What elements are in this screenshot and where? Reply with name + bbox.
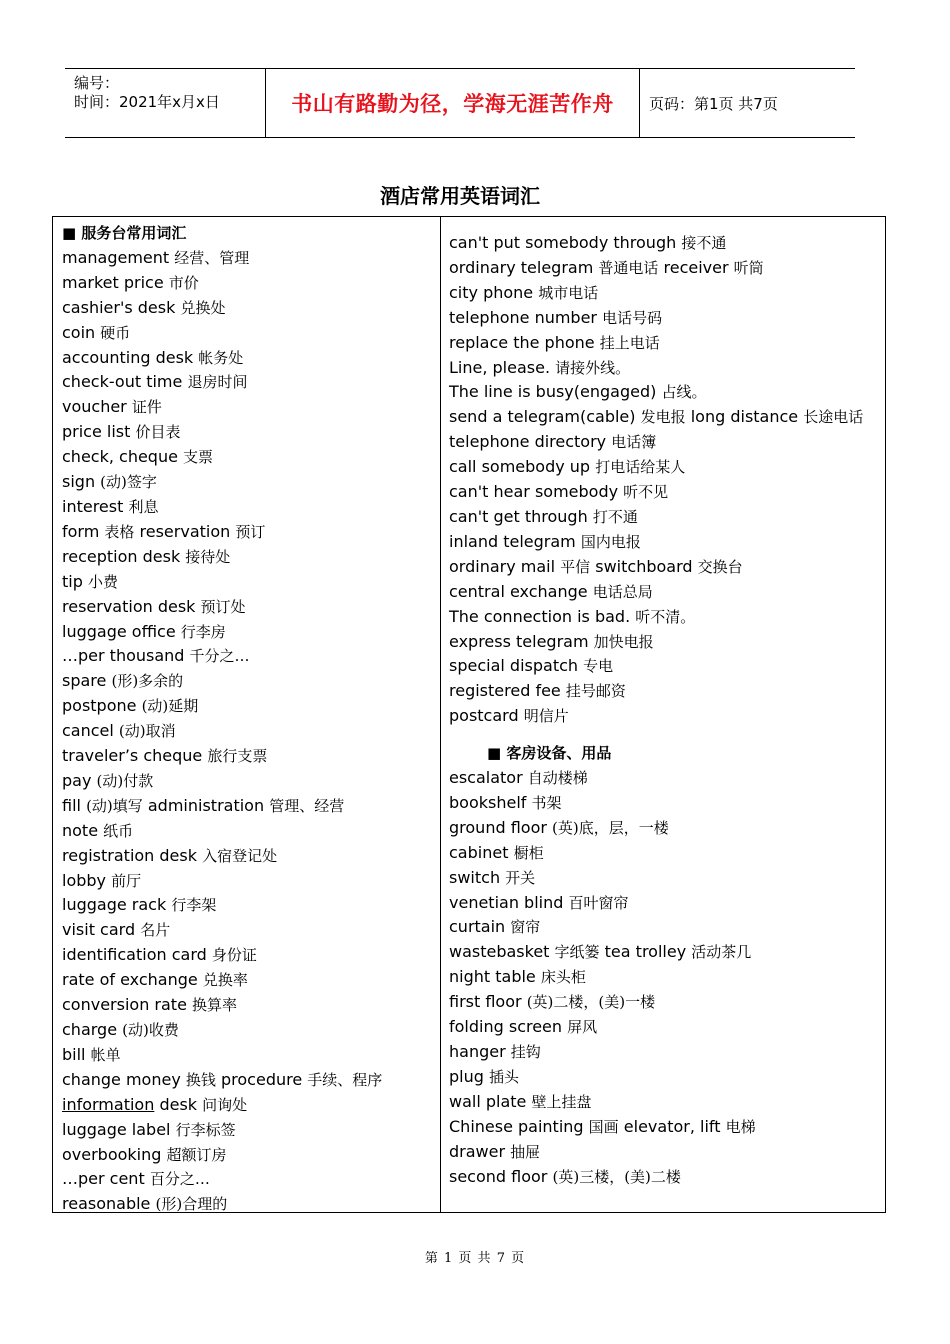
vocab-entry bbox=[62, 1118, 440, 1143]
chinese-translation: 橱柜 bbox=[513, 843, 544, 862]
english-term: wall plate bbox=[449, 1091, 527, 1111]
english-term: second floor bbox=[449, 1166, 548, 1186]
english-term: drawer bbox=[449, 1141, 506, 1161]
vocab-entry bbox=[62, 1043, 440, 1068]
vocab-entry bbox=[62, 370, 440, 395]
english-term: call somebody up bbox=[449, 457, 591, 477]
english-term: pay bbox=[62, 770, 92, 790]
english-term: folding screen bbox=[449, 1017, 563, 1037]
document-time-label: 时间：2021年x月x日 bbox=[74, 93, 220, 111]
chinese-translation: 明信片 bbox=[523, 707, 569, 726]
chinese-translation: 管理、经营 bbox=[269, 796, 345, 815]
vocab-entry bbox=[449, 704, 877, 729]
english-term: change money bbox=[62, 1069, 181, 1089]
english-term: send a telegram(cable) bbox=[449, 407, 636, 427]
chinese-translation: (英)二楼，(美)一楼 bbox=[526, 993, 656, 1012]
chinese-translation: 证件 bbox=[131, 398, 162, 417]
vocab-entry bbox=[449, 306, 877, 331]
english-term: express telegram bbox=[449, 631, 589, 651]
vocab-entry bbox=[449, 630, 877, 655]
chinese-translation: 挂上电话 bbox=[599, 333, 660, 352]
vocab-entry bbox=[449, 530, 877, 555]
english-term: fill bbox=[62, 795, 81, 815]
english-term: luggage label bbox=[62, 1119, 171, 1139]
chinese-translation: 挂号邮资 bbox=[565, 682, 626, 701]
english-term: market price bbox=[62, 272, 164, 292]
chinese-translation: 请接外线。 bbox=[555, 358, 631, 377]
chinese-translation: (动)签字 bbox=[100, 473, 157, 492]
chinese-translation: (英)底，层，一楼 bbox=[552, 818, 669, 837]
english-term: conversion rate bbox=[62, 995, 187, 1015]
vocabulary-table bbox=[52, 216, 886, 1213]
english-term: can't get through bbox=[449, 506, 588, 526]
english-term: luggage office bbox=[62, 621, 176, 641]
vocab-entry bbox=[449, 605, 877, 630]
vocab-entry bbox=[62, 993, 440, 1018]
vocab-entry bbox=[62, 819, 440, 844]
chinese-translation: 百分之… bbox=[149, 1170, 210, 1189]
chinese-translation: 支票 bbox=[183, 448, 214, 467]
vocab-entry bbox=[62, 644, 440, 669]
english-term: management bbox=[62, 247, 170, 267]
vocab-entry bbox=[449, 1165, 877, 1190]
chinese-translation: 电话总局 bbox=[592, 582, 653, 601]
chinese-translation: 行李房 bbox=[180, 622, 226, 641]
document-number-label: 编号： bbox=[74, 74, 120, 92]
chinese-translation: 前厅 bbox=[111, 871, 142, 890]
english-term: night table bbox=[449, 967, 536, 987]
english-term: luggage rack bbox=[62, 895, 167, 915]
vocab-entry bbox=[449, 505, 877, 530]
english-term: overbooking bbox=[62, 1144, 162, 1164]
chinese-translation: 屏风 bbox=[567, 1018, 598, 1037]
vocab-entry bbox=[62, 1167, 440, 1192]
english-term: special dispatch bbox=[449, 656, 579, 676]
vocab-entry bbox=[62, 495, 440, 520]
english-term: registered fee bbox=[449, 681, 561, 701]
vocab-entry bbox=[62, 1192, 440, 1217]
english-term: cancel bbox=[62, 721, 114, 741]
chinese-translation: 国内电报 bbox=[580, 532, 641, 551]
chinese-translation: 行李架 bbox=[171, 896, 217, 915]
english-term: voucher bbox=[62, 397, 127, 417]
english-term: escalator bbox=[449, 768, 523, 788]
english-term: telephone number bbox=[449, 307, 598, 327]
english-term: reservation bbox=[139, 521, 231, 541]
vocab-entry bbox=[449, 1015, 877, 1040]
chinese-translation: 打不通 bbox=[592, 507, 638, 526]
vocab-entry bbox=[62, 296, 440, 321]
english-term: can't put somebody through bbox=[449, 233, 677, 252]
chinese-translation: 抽屉 bbox=[510, 1142, 541, 1161]
vocab-entry bbox=[449, 816, 877, 841]
english-term: cashier's desk bbox=[62, 297, 176, 317]
chinese-translation: 预订 bbox=[235, 522, 266, 541]
english-term: interest bbox=[62, 496, 124, 516]
english-term: lobby bbox=[62, 870, 107, 890]
vocab-entry bbox=[449, 866, 877, 891]
chinese-translation: 经营、管理 bbox=[174, 248, 250, 267]
vocab-entry bbox=[449, 766, 877, 791]
english-term: registration desk bbox=[62, 845, 197, 865]
english-term: postpone bbox=[62, 696, 137, 716]
english-term: bill bbox=[62, 1044, 86, 1064]
english-term: can't hear somebody bbox=[449, 482, 619, 502]
vocab-entry bbox=[62, 744, 440, 769]
english-term: …per thousand bbox=[62, 646, 185, 666]
chinese-translation: 小费 bbox=[87, 572, 118, 591]
chinese-translation: (动)填写 bbox=[86, 796, 143, 815]
english-term: tip bbox=[62, 571, 83, 591]
vocab-entry bbox=[449, 380, 877, 405]
chinese-translation: 交换台 bbox=[697, 557, 743, 576]
english-term: ordinary mail bbox=[449, 556, 556, 576]
english-term: sign bbox=[62, 472, 96, 492]
english-term: long distance bbox=[690, 407, 799, 427]
chinese-translation: 千分之… bbox=[189, 647, 250, 666]
chinese-translation: 兑换率 bbox=[202, 971, 248, 990]
vocab-entry bbox=[449, 891, 877, 916]
vocab-entry bbox=[62, 271, 440, 296]
english-term: note bbox=[62, 820, 99, 840]
english-term: hanger bbox=[449, 1042, 506, 1061]
section-heading-room-equipment: ■ 客房设备、用品 bbox=[487, 744, 612, 763]
english-term: venetian blind bbox=[449, 892, 564, 912]
chinese-translation: 城市电话 bbox=[538, 283, 599, 302]
vocab-entry bbox=[449, 1065, 877, 1090]
left-column bbox=[53, 217, 441, 1212]
chinese-translation: 帐单 bbox=[90, 1045, 121, 1064]
vocab-entry bbox=[62, 445, 440, 470]
motto-text: 书山有路勤为径，学海无涯苦作舟 bbox=[291, 91, 614, 116]
english-term: receiver bbox=[663, 257, 729, 277]
english-term: traveler’s cheque bbox=[62, 746, 203, 766]
english-term: replace the phone bbox=[449, 332, 595, 352]
english-term: telephone directory bbox=[449, 432, 607, 452]
chinese-translation: 听不清。 bbox=[635, 607, 696, 626]
chinese-translation: 插头 bbox=[489, 1067, 520, 1086]
chinese-translation: 退房时间 bbox=[187, 373, 248, 392]
vocab-entry bbox=[62, 968, 440, 993]
english-term: first floor bbox=[449, 992, 522, 1012]
english-term: inland telegram bbox=[449, 531, 576, 551]
vocab-entry bbox=[62, 669, 440, 694]
chinese-translation: 字纸篓 bbox=[554, 943, 600, 962]
english-term: check, cheque bbox=[62, 447, 178, 467]
vocab-entry bbox=[62, 570, 440, 595]
vocab-entry bbox=[62, 1018, 440, 1043]
english-term: central exchange bbox=[449, 581, 588, 601]
header-page-cell bbox=[640, 69, 855, 137]
vocab-entry bbox=[449, 555, 877, 580]
chinese-translation: 打电话给某人 bbox=[595, 458, 686, 477]
header-motto-cell bbox=[266, 69, 640, 137]
chinese-translation: 接不通 bbox=[681, 234, 727, 252]
vocab-entry bbox=[449, 679, 877, 704]
chinese-translation: 价目表 bbox=[135, 423, 181, 442]
vocab-entry bbox=[449, 841, 877, 866]
vocab-entry bbox=[62, 719, 440, 744]
english-term: ground floor bbox=[449, 817, 547, 837]
vocab-entry bbox=[449, 455, 877, 480]
chinese-translation: 换钱 bbox=[185, 1070, 216, 1089]
english-term: identification card bbox=[62, 945, 207, 965]
chinese-translation: 纸币 bbox=[103, 821, 134, 840]
chinese-translation: 书架 bbox=[531, 793, 562, 812]
chinese-translation: (动)延期 bbox=[141, 697, 199, 716]
english-term: form bbox=[62, 521, 100, 541]
chinese-translation: 听不见 bbox=[623, 483, 669, 502]
english-term: reasonable bbox=[62, 1194, 151, 1214]
vocab-entry bbox=[449, 480, 877, 505]
chinese-translation: (动)付款 bbox=[96, 771, 154, 790]
english-term: check-out time bbox=[62, 372, 183, 392]
vocab-entry bbox=[449, 256, 877, 281]
vocab-entry bbox=[449, 1040, 877, 1065]
chinese-translation: 换算率 bbox=[192, 996, 238, 1015]
vocab-entry bbox=[62, 943, 440, 968]
english-term: plug bbox=[449, 1066, 484, 1086]
vocab-entry bbox=[62, 869, 440, 894]
section-heading-front-desk: ■ 服务台常用词汇 bbox=[62, 224, 187, 242]
chinese-translation: 国画 bbox=[588, 1117, 619, 1136]
english-term: visit card bbox=[62, 920, 136, 940]
chinese-translation: 百叶窗帘 bbox=[568, 893, 629, 912]
chinese-translation: (动)取消 bbox=[118, 722, 176, 741]
vocab-entry bbox=[62, 545, 440, 570]
chinese-translation: 超额订房 bbox=[166, 1145, 227, 1164]
chinese-translation: 壁上挂盘 bbox=[531, 1092, 592, 1111]
vocab-entry bbox=[62, 918, 440, 943]
vocab-entry bbox=[62, 620, 440, 645]
english-term: ordinary telegram bbox=[449, 257, 594, 277]
chinese-translation: 电话号码 bbox=[602, 308, 663, 327]
header-meta-cell bbox=[65, 69, 266, 137]
page-title: 酒店常用英语词汇 bbox=[380, 184, 540, 208]
vocab-entry bbox=[449, 405, 877, 430]
vocab-entry bbox=[62, 844, 440, 869]
chinese-translation: 挂钩 bbox=[510, 1043, 541, 1061]
english-term: switchboard bbox=[595, 556, 693, 576]
vocab-entry bbox=[449, 1140, 877, 1165]
vocab-entry bbox=[62, 246, 440, 271]
chinese-translation: 长途电话 bbox=[803, 408, 864, 427]
vocab-entry bbox=[62, 395, 440, 420]
english-term: information bbox=[62, 1094, 155, 1114]
chinese-translation: 床头柜 bbox=[540, 968, 586, 987]
english-term: price list bbox=[62, 422, 131, 442]
english-term: switch bbox=[449, 867, 501, 887]
english-term: …per cent bbox=[62, 1169, 145, 1189]
english-term: charge bbox=[62, 1020, 118, 1039]
chinese-translation: 问询处 bbox=[202, 1095, 248, 1114]
english-term: rate of exchange bbox=[62, 970, 198, 990]
chinese-translation: 自动楼梯 bbox=[527, 769, 588, 788]
english-term: curtain bbox=[449, 917, 506, 937]
english-term: reservation desk bbox=[62, 596, 196, 616]
vocab-entry bbox=[62, 893, 440, 918]
english-term: elevator, lift bbox=[623, 1116, 721, 1136]
english-term: cabinet bbox=[449, 842, 509, 862]
english-term: wastebasket bbox=[449, 942, 550, 962]
vocab-entry bbox=[449, 965, 877, 990]
vocab-entry bbox=[449, 1090, 877, 1115]
vocab-entry bbox=[62, 1143, 440, 1168]
english-term: coin bbox=[62, 322, 96, 342]
chinese-translation: 占线。 bbox=[661, 383, 707, 402]
vocab-entry bbox=[62, 694, 440, 719]
vocab-entry bbox=[449, 791, 877, 816]
vocab-entry bbox=[449, 990, 877, 1015]
english-term: accounting desk bbox=[62, 347, 194, 367]
english-term: tea trolley bbox=[604, 942, 687, 962]
chinese-translation: 硬币 bbox=[100, 323, 131, 342]
vocab-entry bbox=[62, 794, 440, 819]
chinese-translation: 加快电报 bbox=[593, 632, 654, 651]
english-term: The connection is bad. bbox=[449, 606, 631, 626]
vocab-entry bbox=[62, 520, 440, 545]
chinese-translation: 手续、程序 bbox=[307, 1070, 383, 1089]
vocab-entry bbox=[449, 430, 877, 455]
chinese-translation: 利息 bbox=[128, 497, 159, 516]
vocab-entry bbox=[62, 346, 440, 371]
chinese-translation: 电话簿 bbox=[611, 433, 657, 452]
chinese-translation: (动)收费 bbox=[122, 1021, 179, 1039]
page-number-label: 页码：第1页 共7页 bbox=[649, 94, 778, 113]
chinese-translation: 电梯 bbox=[725, 1117, 756, 1136]
english-term: spare bbox=[62, 671, 107, 691]
vocab-entry bbox=[449, 231, 877, 256]
chinese-translation: 听筒 bbox=[733, 258, 764, 277]
english-term: The line is busy(engaged) bbox=[449, 382, 657, 402]
vocab-entry bbox=[62, 420, 440, 445]
header-table bbox=[65, 68, 855, 138]
chinese-translation: 行李标签 bbox=[175, 1120, 236, 1139]
english-term: desk bbox=[159, 1094, 198, 1114]
chinese-translation: 窗帘 bbox=[510, 918, 541, 937]
vocab-entry bbox=[449, 331, 877, 356]
chinese-translation: 平信 bbox=[560, 557, 591, 576]
english-term: Chinese painting bbox=[449, 1116, 584, 1136]
chinese-translation: 开关 bbox=[505, 868, 536, 887]
chinese-translation: 接待处 bbox=[185, 547, 231, 566]
english-term: bookshelf bbox=[449, 792, 527, 812]
chinese-translation: 市价 bbox=[168, 273, 199, 292]
chinese-translation: 表格 bbox=[104, 522, 135, 541]
chinese-translation: 专电 bbox=[583, 657, 614, 676]
english-term: administration bbox=[147, 795, 265, 815]
chinese-translation: 旅行支票 bbox=[207, 747, 268, 766]
vocab-entry bbox=[449, 915, 877, 940]
vocab-entry bbox=[62, 470, 440, 495]
english-term: postcard bbox=[449, 706, 519, 726]
vocab-entry bbox=[62, 1093, 440, 1118]
chinese-translation: 入宿登记处 bbox=[202, 846, 278, 865]
vocab-entry bbox=[62, 1068, 440, 1093]
chinese-translation: 活动茶几 bbox=[691, 943, 752, 962]
chinese-translation: 兑换处 bbox=[180, 298, 226, 317]
chinese-translation: 名片 bbox=[140, 921, 171, 940]
vocab-entry bbox=[62, 595, 440, 620]
english-term: procedure bbox=[221, 1069, 303, 1089]
english-term: reception desk bbox=[62, 546, 181, 566]
vocab-entry bbox=[62, 321, 440, 346]
chinese-translation: 身份证 bbox=[211, 946, 257, 965]
vocab-entry bbox=[449, 1115, 877, 1140]
right-column bbox=[441, 217, 885, 1212]
page-footer: 第 1 页 共 7 页 bbox=[424, 1251, 526, 1266]
chinese-translation: (形)合理的 bbox=[155, 1195, 228, 1214]
vocab-entry bbox=[449, 281, 877, 306]
vocab-entry bbox=[449, 356, 877, 381]
vocab-entry bbox=[449, 940, 877, 965]
vocab-entry bbox=[449, 580, 877, 605]
english-term: city phone bbox=[449, 282, 534, 302]
vocab-entry bbox=[62, 769, 440, 794]
chinese-translation: 发电报 bbox=[640, 408, 686, 427]
chinese-translation: (英)三楼，(美)二楼 bbox=[552, 1167, 681, 1186]
chinese-translation: 普通电话 bbox=[598, 258, 659, 277]
chinese-translation: 帐务处 bbox=[198, 348, 244, 367]
chinese-translation: (形)多余的 bbox=[111, 672, 184, 691]
chinese-translation: 预订处 bbox=[200, 597, 246, 616]
english-term: Line, please. bbox=[449, 357, 551, 377]
vocab-entry bbox=[449, 654, 877, 679]
